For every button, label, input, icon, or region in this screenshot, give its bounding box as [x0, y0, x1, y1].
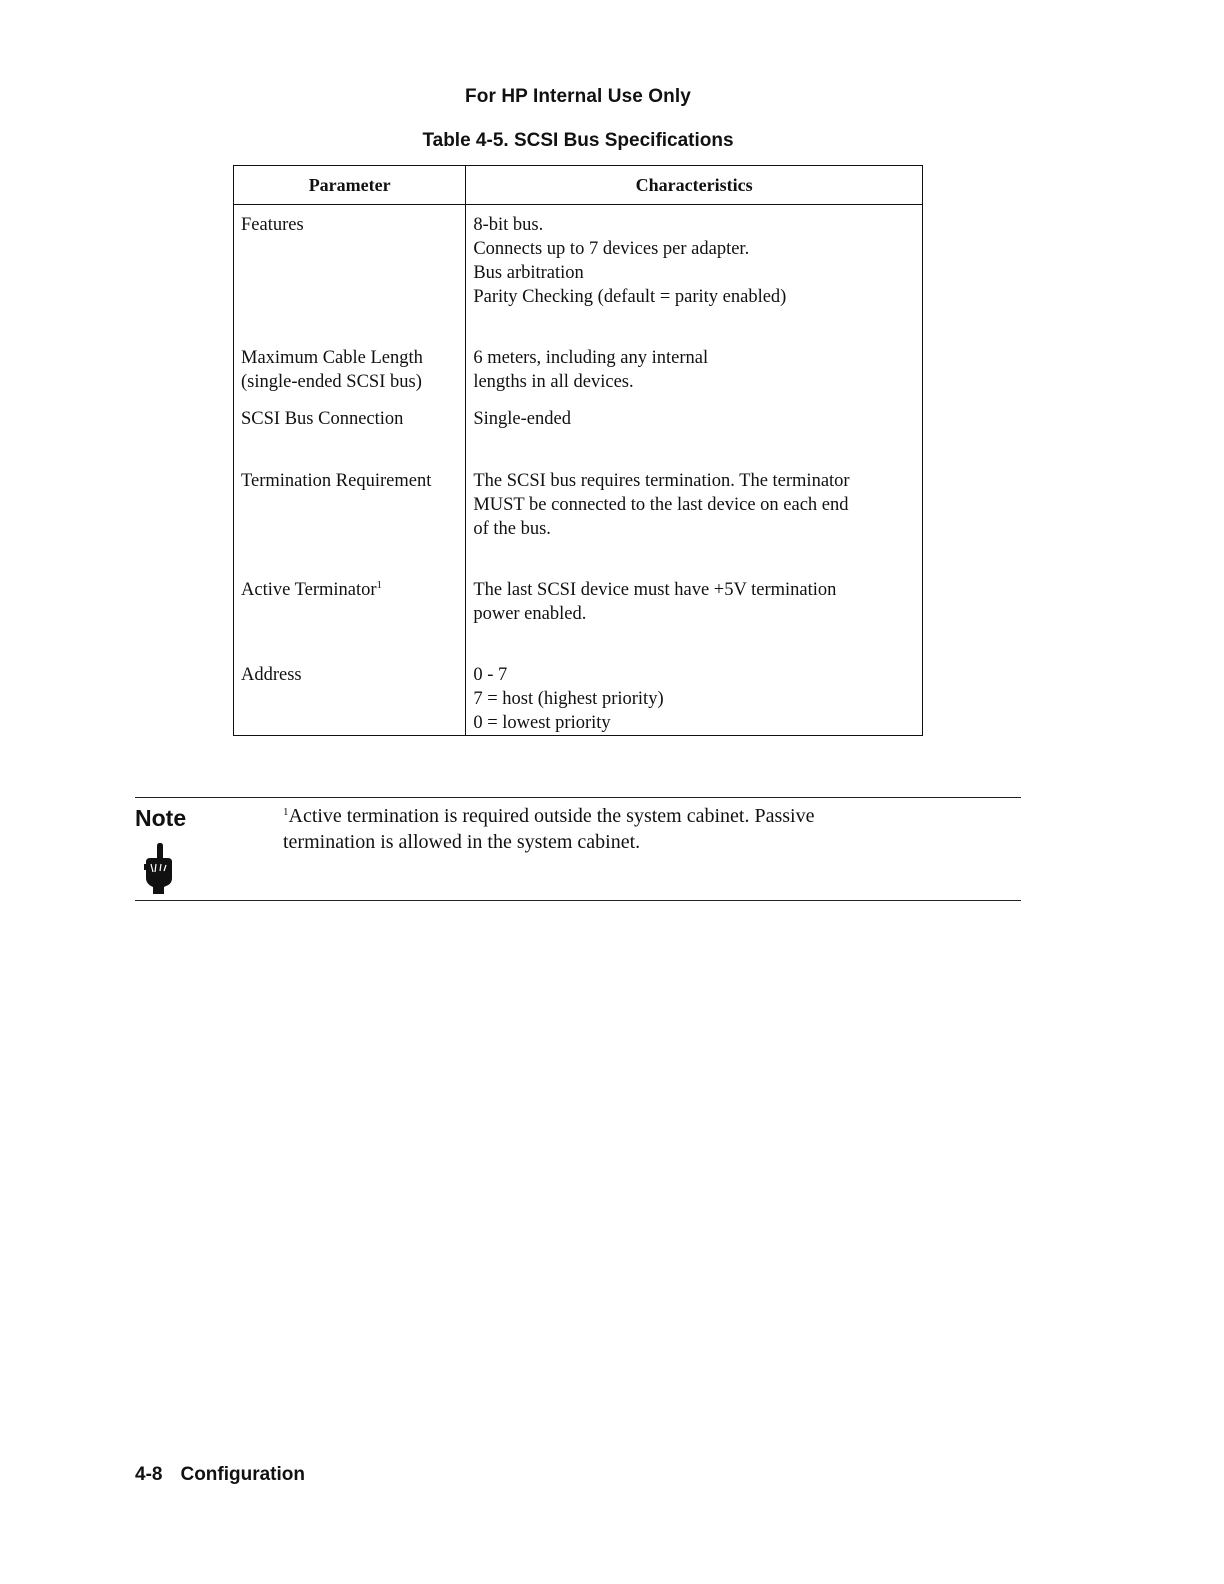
characteristics-cell — [466, 205, 923, 339]
characteristics-text: Bus arbitration — [473, 263, 584, 283]
characteristics-text: 7 = host (highest priority) — [473, 689, 664, 709]
parameter-text: Features — [241, 215, 304, 235]
table-row — [234, 399, 923, 461]
page-number: 4-8 — [135, 1464, 163, 1485]
footnote-marker: 1 — [376, 579, 383, 591]
note-label: Note — [135, 805, 187, 831]
note-text-line: Active termination is required outside the system cabinet. Passive — [288, 805, 815, 827]
table-row — [234, 570, 923, 655]
parameter-text: SCSI Bus Connection — [241, 409, 404, 429]
characteristics-text: Parity Checking (default = parity enabled) — [473, 287, 787, 307]
note-text — [283, 803, 1003, 855]
characteristics-cell — [466, 338, 923, 399]
footnote-marker: 1 — [283, 806, 289, 818]
note-line — [283, 803, 1003, 829]
internal-use-banner: For HP Internal Use Only — [465, 86, 691, 107]
characteristics-text: 0 = lowest priority — [473, 713, 611, 733]
note-top-rule — [135, 797, 1021, 798]
parameter-text: Active Terminator — [241, 580, 377, 600]
characteristics-text: of the bus. — [473, 519, 551, 539]
pointing-hand-icon — [140, 842, 176, 896]
parameter-cell — [234, 570, 466, 655]
characteristics-cell — [466, 570, 923, 655]
characteristics-text: 6 meters, including any internal — [473, 348, 709, 368]
characteristics-cell — [466, 461, 923, 570]
characteristics-text: lengths in all devices. — [473, 372, 634, 392]
characteristics-text: Single-ended — [473, 409, 571, 429]
characteristics-text: MUST be connected to the last device on each end — [473, 495, 849, 515]
parameter-text: Maximum Cable Length — [241, 348, 423, 368]
parameter-cell — [234, 461, 466, 570]
parameter-line — [241, 578, 459, 602]
table-row — [234, 461, 923, 570]
parameter-cell — [234, 338, 466, 399]
parameter-text: Termination Requirement — [241, 471, 432, 491]
characteristics-cell — [466, 399, 923, 461]
section-name: Configuration — [180, 1464, 305, 1485]
table-row — [234, 205, 923, 339]
page-footer — [135, 1464, 305, 1486]
parameter-cell — [234, 399, 466, 461]
characteristics-text: 8-bit bus. — [473, 215, 544, 235]
scsi-spec-table — [233, 165, 923, 736]
characteristics-cell — [466, 655, 923, 736]
column-header-characteristics: Characteristics — [466, 166, 923, 205]
table-title: Table 4-5. SCSI Bus Specifications — [422, 130, 734, 151]
characteristics-text: The last SCSI device must have +5V termination — [473, 580, 837, 600]
characteristics-text: Connects up to 7 devices per adapter. — [473, 239, 750, 259]
table-header-row — [234, 166, 923, 205]
note-bottom-rule — [135, 900, 1021, 901]
parameter-cell — [234, 655, 466, 736]
parameter-cell — [234, 205, 466, 339]
characteristics-text: power enabled. — [473, 604, 587, 624]
characteristics-text: 0 - 7 — [473, 665, 508, 685]
parameter-text: (single-ended SCSI bus) — [241, 372, 422, 392]
column-header-parameter: Parameter — [234, 166, 466, 205]
table-row — [234, 655, 923, 736]
characteristics-text: The SCSI bus requires termination. The terminator — [473, 471, 850, 491]
table-row — [234, 338, 923, 399]
parameter-text: Address — [241, 665, 302, 685]
note-text-line: termination is allowed in the system cabinet. — [283, 831, 641, 853]
